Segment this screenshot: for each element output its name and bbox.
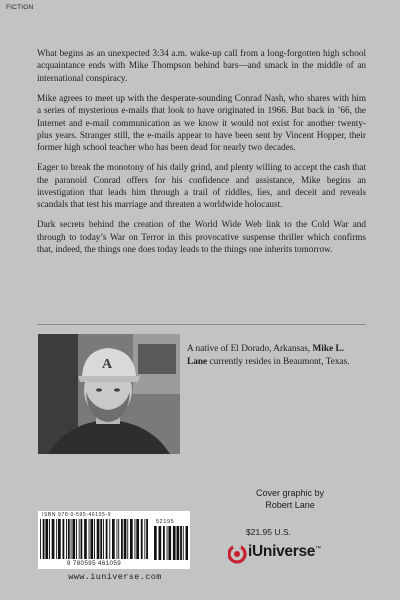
genre-label: FICTION xyxy=(6,4,34,11)
barcode-bar xyxy=(43,519,45,559)
price-barcode xyxy=(154,526,188,568)
barcode-bar xyxy=(49,519,50,559)
barcode-bar xyxy=(183,526,184,560)
publisher-logo xyxy=(228,541,348,565)
author-name: Mike L. Lane xyxy=(187,344,344,367)
barcode-bar xyxy=(167,526,168,560)
barcode-bar xyxy=(40,519,41,559)
price-code: 52195 xyxy=(156,519,175,525)
barcode-bar xyxy=(100,519,102,559)
barcode-bar xyxy=(127,519,128,559)
barcode-bar xyxy=(159,526,162,560)
barcode-bar xyxy=(130,519,133,559)
blurb-paragraph-1: What begins as an unexpected 3:34 a.m. wake-up call from a long-forgotten high school acquaintance ends with Mike Thompson behind bars—and smack in the middle of an international conspiracy. xyxy=(37,48,366,83)
barcode-bar xyxy=(109,519,110,559)
barcode-bar xyxy=(154,526,157,560)
blurb-paragraph-2: Mike agrees to meet up with the desperate-sounding Conrad Nash, who shares with him a series of mysterious e-mails that look to have originated in 1966. But back in ’66, the Internet and e-mail communication as we know it would not exist for another twenty-plus years. Stranger still, the e-mails appear to have been sent by Vincent Hopper, their former high school teacher who has been dead for nearly two decades. xyxy=(37,92,366,153)
section-divider xyxy=(37,324,366,325)
barcode-bar xyxy=(84,519,87,559)
barcode-bar xyxy=(52,519,55,559)
barcode-bar xyxy=(81,519,83,559)
book-price: $21.95 U.S. xyxy=(246,527,291,537)
barcode-bar xyxy=(68,519,70,559)
svg-text:A: A xyxy=(102,357,113,372)
barcode-bar xyxy=(72,519,75,559)
barcode-bar xyxy=(180,526,182,560)
barcode-bar xyxy=(173,526,176,560)
author-photo xyxy=(38,334,180,454)
author-bio-residence: currently resides in Beaumont, Texas. xyxy=(207,356,350,367)
barcode-bar xyxy=(76,519,77,559)
barcode-bar xyxy=(118,519,119,559)
barcode-bar xyxy=(45,519,48,559)
barcode-bar xyxy=(90,519,93,559)
barcode-bar xyxy=(186,526,189,560)
isbn-text: ISBN 978-0-595-46105-9 xyxy=(42,512,112,518)
barcode-bar xyxy=(117,519,118,559)
ean-digits: 9 780595 461059 xyxy=(66,560,122,567)
barcode-bar xyxy=(58,519,61,559)
author-bio-intro: A native of El Dorado, Arkansas, xyxy=(187,344,313,354)
ean-barcode xyxy=(40,519,150,561)
barcode-bar xyxy=(141,519,143,559)
author-bio xyxy=(187,343,365,368)
barcode-bar xyxy=(56,519,57,559)
barcode-bar xyxy=(71,519,72,559)
cover-credit-label: Cover graphic by xyxy=(255,488,325,498)
barcode-bar xyxy=(112,519,115,559)
barcode-bar xyxy=(144,519,145,559)
iuniverse-swirl-icon xyxy=(228,542,248,564)
barcode-bar xyxy=(63,519,65,559)
publisher-website: www.iuniverse.com xyxy=(68,572,162,582)
barcode-bar xyxy=(103,519,104,559)
author-portrait-illustration xyxy=(38,334,180,454)
barcode-bar xyxy=(163,526,165,560)
barcode-bar xyxy=(79,519,80,559)
book-blurb xyxy=(37,47,366,263)
barcode-bar xyxy=(94,519,95,559)
barcode-bar xyxy=(146,519,148,559)
cover-credit xyxy=(245,488,335,511)
trademark-symbol: ™ xyxy=(315,545,321,552)
barcode-bar xyxy=(136,519,139,559)
barcode-bar xyxy=(124,519,127,559)
blurb-paragraph-4: Dark secrets behind the creation of the World Wide Web link to the Cold War and through to today’s War on Terror in this provocative suspense thriller which confirms that, indeed, the things one does today leads to the things one inherits tomorrow. xyxy=(37,219,366,255)
barcode-bar xyxy=(106,519,108,559)
publisher-wordmark: iUniverse xyxy=(248,543,316,560)
blurb-paragraph-3: Eager to break the monotony of his daily grind, and plenty willing to accept the cash that the paranoid Conrad offers for his confidence and assistance, Mike begins an investigation that leads him through a trail of riddles, lies, and deceit and reveals scandals that test his marriage and threaten a worldwide holocaust. xyxy=(37,162,366,210)
barcode-bar xyxy=(177,526,180,560)
cover-credit-artist: Robert Lane xyxy=(265,499,315,510)
barcode-bar xyxy=(121,519,123,559)
barcode-bar xyxy=(135,519,136,559)
barcode-bar xyxy=(97,519,100,559)
barcode-bar xyxy=(168,526,171,560)
barcode-bar xyxy=(89,519,90,559)
publisher-name xyxy=(248,543,321,561)
barcode-block xyxy=(38,511,190,569)
barcode-bar xyxy=(66,519,67,559)
